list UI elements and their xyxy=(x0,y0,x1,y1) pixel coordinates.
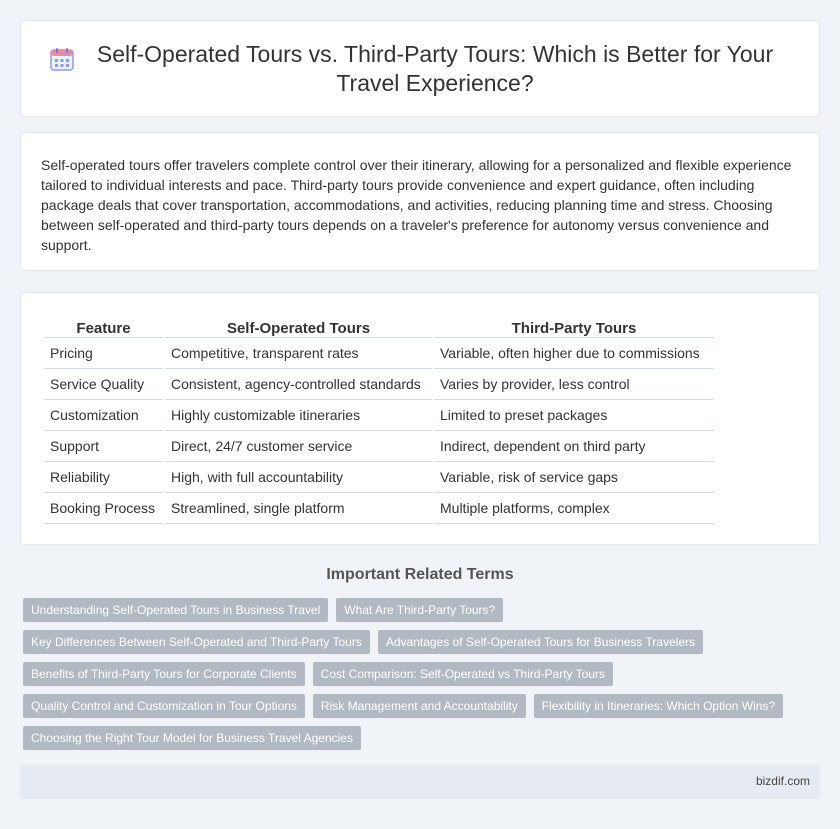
table-row xyxy=(44,400,714,431)
header-self-operated: Self-Operated Tours xyxy=(165,316,432,338)
page-title: Self-Operated Tours vs. Third-Party Tours: Which is Better for Your Travel Experience? xyxy=(96,40,774,96)
table-header-row xyxy=(44,316,714,338)
cell-self-operated: Streamlined, single platform xyxy=(165,493,432,524)
table-row xyxy=(44,431,714,462)
table-row xyxy=(44,493,714,524)
related-term-tag[interactable]: Advantages of Self-Operated Tours for Business Travelers xyxy=(378,630,703,654)
related-terms-list xyxy=(23,598,803,758)
intro-card xyxy=(20,132,820,271)
header-third-party: Third-Party Tours xyxy=(434,316,714,338)
related-terms-title: Important Related Terms xyxy=(326,566,514,583)
title-wrap xyxy=(21,21,819,116)
related-term-tag[interactable]: What Are Third-Party Tours? xyxy=(336,598,503,622)
cell-third-party: Varies by provider, less control xyxy=(434,369,714,400)
header-feature: Feature xyxy=(44,316,163,338)
comparison-card xyxy=(20,292,820,545)
related-term-tag[interactable]: Benefits of Third-Party Tours for Corporate Clients xyxy=(23,662,305,686)
related-term-tag[interactable]: Key Differences Between Self-Operated and Third-Party Tours xyxy=(23,630,370,654)
cell-feature: Booking Process xyxy=(44,493,163,524)
table-row xyxy=(44,369,714,400)
cell-feature: Support xyxy=(44,431,163,462)
related-term-tag[interactable]: Quality Control and Customization in Tour Options xyxy=(23,694,305,718)
cell-feature: Service Quality xyxy=(44,369,163,400)
cell-feature: Reliability xyxy=(44,462,163,493)
cell-self-operated: Consistent, agency-controlled standards xyxy=(165,369,432,400)
cell-third-party: Multiple platforms, complex xyxy=(434,493,714,524)
cell-feature: Pricing xyxy=(44,338,163,369)
cell-self-operated: High, with full accountability xyxy=(165,462,432,493)
cell-feature: Customization xyxy=(44,400,163,431)
comparison-table xyxy=(42,316,716,524)
cell-third-party: Limited to preset packages xyxy=(434,400,714,431)
related-term-tag[interactable]: Risk Management and Accountability xyxy=(313,694,526,718)
cell-third-party: Indirect, dependent on third party xyxy=(434,431,714,462)
related-term-tag[interactable]: Flexibility in Itineraries: Which Option Wins? xyxy=(534,694,783,718)
related-term-tag[interactable]: Understanding Self-Operated Tours in Business Travel xyxy=(23,598,328,622)
related-term-tag[interactable]: Choosing the Right Tour Model for Business Travel Agencies xyxy=(23,726,361,750)
cell-self-operated: Direct, 24/7 customer service xyxy=(165,431,432,462)
cell-self-operated: Highly customizable itineraries xyxy=(165,400,432,431)
cell-third-party: Variable, risk of service gaps xyxy=(434,462,714,493)
header-card xyxy=(20,20,820,117)
related-term-tag[interactable]: Cost Comparison: Self-Operated vs Third-Party Tours xyxy=(313,662,613,686)
footer-site-link[interactable]: bizdif.com xyxy=(755,774,810,788)
intro-paragraph: Self-operated tours offer travelers complete control over their itinerary, allowing for a personalized and flexible experience tailored to individual interests and pace. Third-party tours provide convenience and expert guidance, often including package deals that cover transportation, accommodations, and activities, reducing planning time and stress. Choosing between self-operated and third-party tours depends on a traveler's preference for autonomy versus convenience and support. xyxy=(41,157,792,253)
cell-self-operated: Competitive, transparent rates xyxy=(165,338,432,369)
cell-third-party: Variable, often higher due to commissions xyxy=(434,338,714,369)
footer xyxy=(20,765,820,799)
table-row xyxy=(44,462,714,493)
table-row xyxy=(44,338,714,369)
